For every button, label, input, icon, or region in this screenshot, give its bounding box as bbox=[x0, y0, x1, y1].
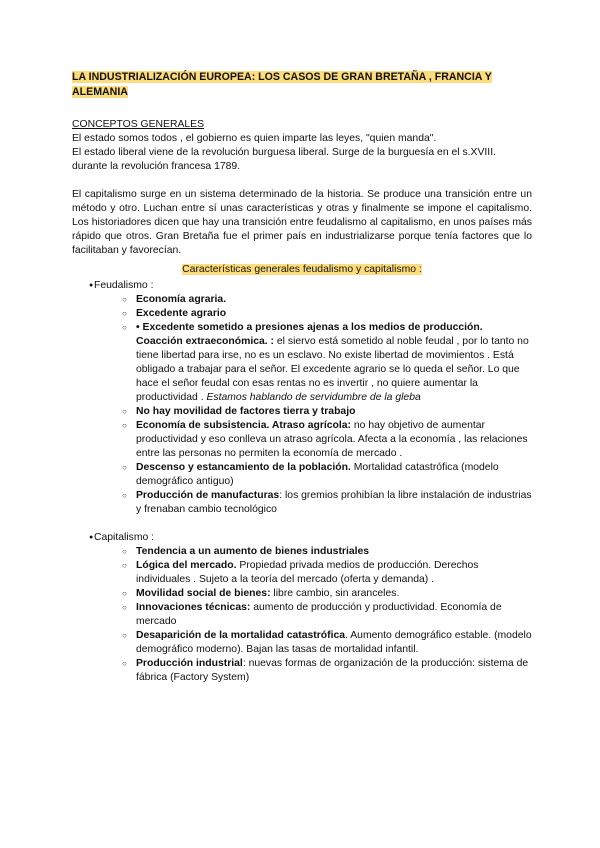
document-page bbox=[72, 70, 532, 685]
list-item-italic: Estamos hablando de servidumbre de la gleba bbox=[206, 392, 421, 403]
title-line-1: LA INDUSTRIALIZACIÓN EUROPEA: LOS CASOS DE GRAN BRETAÑA , FRANCIA Y bbox=[72, 71, 492, 83]
list-item-bold: • Excedente sometido a presiones ajenas a los medios de producción. Coacción extraeconómica. : bbox=[136, 322, 483, 347]
list-item bbox=[122, 307, 532, 321]
capitalismo-list bbox=[72, 531, 532, 545]
conceptos-heading: CONCEPTOS GENERALES bbox=[72, 119, 205, 130]
list-item-bold: Producción industrial bbox=[136, 658, 243, 669]
list-item bbox=[122, 559, 532, 587]
list-item-bold: Tendencia a un aumento de bienes industriales bbox=[136, 546, 370, 557]
conceptos-paragraph-1: El estado somos todos , el gobierno es quien imparte las leyes, "quien manda". bbox=[72, 133, 437, 144]
list-item bbox=[122, 587, 532, 601]
list-item bbox=[122, 321, 532, 405]
list-item bbox=[122, 489, 532, 517]
list-item bbox=[122, 461, 532, 489]
list-item-bold: Innovaciones técnicas: bbox=[136, 602, 251, 613]
list-item-bold: Descenso y estancamiento de la población. bbox=[136, 462, 351, 473]
list-item-text: no hay objetivo de aumentar productividad y eso conlleva un atraso agrícola. Afecta a la economía , las relaciones entre las personas no permiten la economía de mercado . bbox=[136, 420, 528, 459]
list-item-bold: Lógica del mercado. bbox=[136, 560, 237, 571]
list-item bbox=[122, 293, 532, 307]
document-title bbox=[72, 70, 532, 100]
list-item bbox=[122, 545, 532, 559]
list-item-bold: Producción de manufacturas bbox=[136, 490, 280, 501]
list-item-bold: Economía agraria. bbox=[136, 294, 227, 305]
list-item bbox=[122, 601, 532, 629]
feudalismo-bullet bbox=[72, 279, 532, 293]
list-item bbox=[122, 657, 532, 685]
feudalismo-items bbox=[72, 293, 532, 517]
list-item-text: : los gremios prohibían la libre instalación de industrias y frenaban cambio tecnológico bbox=[136, 490, 532, 515]
list-item-text: libre cambio, sin aranceles. bbox=[270, 588, 400, 599]
list-item bbox=[122, 419, 532, 461]
capitalismo-label: Capitalismo : bbox=[94, 532, 155, 543]
capitalismo-paragraph: El capitalismo surge en un sistema determinado de la historia. Se produce una transición entre un método y otro. Luchan entre sí unas características y otras y finalmente se impone el capitalismo. Los historiadores dicen que hay una transición entre feudalismo al capitalismo, en unos países más rápido que otros. Gran Bretaña fue el primer país en industrializarse porque tenía factores que lo facilitaban y favorecían. bbox=[72, 189, 532, 256]
feudalismo-label: Feudalismo : bbox=[94, 280, 154, 291]
feudalismo-list bbox=[72, 279, 532, 293]
list-item bbox=[122, 629, 532, 657]
list-item-text: Mortalidad catastrófica (modelo demográfico antiguo) bbox=[136, 462, 499, 487]
list-item-bold: Desaparición de la mortalidad catastrófica bbox=[136, 630, 346, 641]
list-item-text: el siervo está sometido al noble feudal , por lo tanto no tiene libertad para irse, no es un esclavo. No existe libertad de movimientos . Está obligado a trabajar para el señor. El excedente agrario se lo queda el señor. Lo que hace el señor feudal con esas rentas no es invertir , no quiere aumentar la productividad . bbox=[136, 336, 529, 403]
caracteristicas-heading-row bbox=[72, 263, 532, 277]
capitalismo-items bbox=[72, 545, 532, 685]
list-item-bold: Economía de subsistencia. Atraso agrícola: bbox=[136, 420, 351, 431]
title-line-2: ALEMANIA bbox=[72, 86, 128, 98]
capitalismo-bullet bbox=[72, 531, 532, 545]
list-item-text: . Aumento demográfico estable. (modelo demográfico moderno). Bajan las tasas de mortalidad infantil. bbox=[136, 630, 532, 655]
list-item-text: : nuevas formas de organización de la producción: sistema de fábrica (Factory System) bbox=[136, 658, 529, 683]
list-item-bold: No hay movilidad de factores tierra y trabajo bbox=[136, 406, 356, 417]
list-item-text: Propiedad privada medios de producción. Derechos individuales . Sujeto a la teoría del mercado (oferta y demanda) . bbox=[136, 560, 479, 585]
list-item-bold: Movilidad social de bienes: bbox=[136, 588, 271, 599]
list-item bbox=[122, 405, 532, 419]
list-item-bold: Excedente agrario bbox=[136, 308, 227, 319]
caracteristicas-heading: Características generales feudalismo y capitalismo : bbox=[182, 264, 422, 275]
list-item-text: aumento de producción y productividad. Economía de mercado bbox=[136, 602, 502, 627]
conceptos-paragraph-2b: durante la revolución francesa 1789. bbox=[72, 161, 241, 172]
conceptos-paragraph-2a: El estado liberal viene de la revolución burguesa liberal. Surge de la burguesía en el s.XVIII. bbox=[72, 147, 496, 158]
